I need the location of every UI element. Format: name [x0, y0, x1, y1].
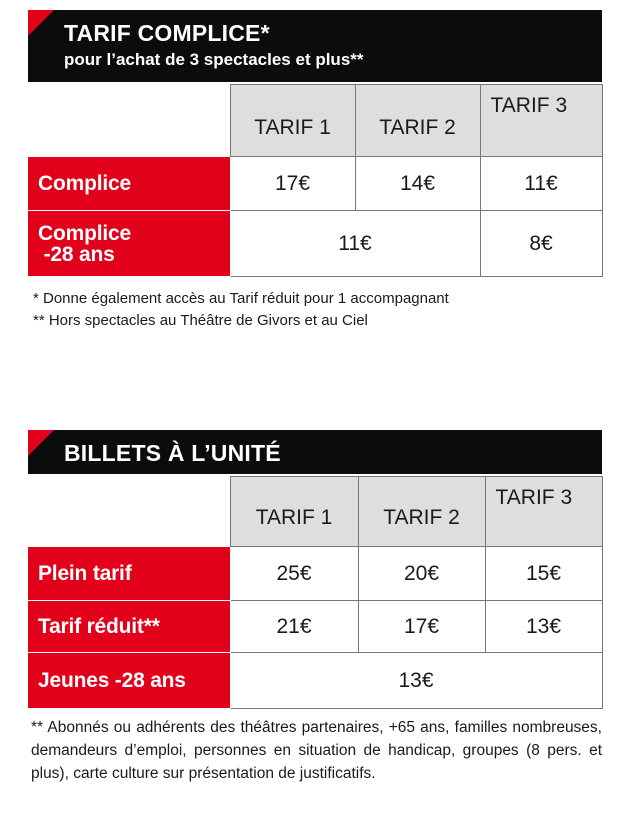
header-blank-cell: [28, 85, 230, 157]
row-label-complice: Complice: [28, 157, 230, 211]
price-cell: 20€: [358, 547, 485, 601]
header-tarif-1: TARIF 1: [230, 85, 355, 157]
row-label-plein-tarif: Plein tarif: [28, 547, 230, 601]
row-label-complice-28: [28, 211, 230, 277]
price-cell: 15€: [485, 547, 602, 601]
price-cell: 14€: [355, 157, 480, 211]
price-cell: 17€: [230, 157, 355, 211]
footnote-complice-1: * Donne également accès au Tarif réduit pour 1 accompagnant: [33, 290, 449, 307]
price-cell: 11€: [480, 157, 602, 211]
red-corner-accent: [28, 10, 54, 36]
price-cell: 21€: [230, 601, 358, 653]
table-row: [28, 547, 602, 601]
row-label-tarif-reduit: Tarif réduit**: [28, 601, 230, 653]
billets-unite-title: BILLETS À L’UNITÉ: [64, 440, 281, 466]
billets-unite-banner: [28, 430, 602, 474]
price-cell-merged: 13€: [230, 653, 602, 709]
table-row: [28, 157, 602, 211]
header-tarif-1: TARIF 1: [230, 477, 358, 547]
row-label-line-2: -28 ans: [38, 242, 115, 266]
price-cell: 13€: [485, 601, 602, 653]
tarif-complice-banner: [28, 10, 602, 82]
price-cell-merged: 11€: [230, 211, 480, 277]
tarif-complice-section: [28, 10, 602, 330]
header-tarif-2: TARIF 2: [358, 477, 485, 547]
price-cell: 25€: [230, 547, 358, 601]
footnote-unite: ** Abonnés ou adhérents des théâtres partenaires, +65 ans, familles nombreuses, demandeurs d’emploi, personnes en situation de handicap, groupes (8 pers. et plus), carte culture sur présentation de justificatifs.: [31, 719, 602, 782]
red-corner-accent: [28, 430, 54, 456]
footnote-complice-2: ** Hors spectacles au Théâtre de Givors et au Ciel: [33, 312, 368, 329]
table-row: [28, 211, 602, 277]
header-tarif-2: TARIF 2: [355, 85, 480, 157]
header-tarif-3: TARIF 3: [480, 85, 602, 157]
billets-unite-section: [28, 430, 602, 710]
price-cell: 17€: [358, 601, 485, 653]
table-row: [28, 653, 602, 709]
tarif-complice-table: [28, 84, 603, 277]
table-header-row: [28, 85, 602, 157]
table-header-row: [28, 477, 602, 547]
header-blank-cell: [28, 477, 230, 547]
table-row: [28, 601, 602, 653]
tarif-complice-title: TARIF COMPLICE*: [64, 20, 270, 46]
billets-unite-table: [28, 476, 603, 709]
header-tarif-3: TARIF 3: [485, 477, 602, 547]
row-label-line-1: Complice: [38, 221, 131, 245]
row-label-jeunes-28: Jeunes -28 ans: [28, 653, 230, 709]
tarif-complice-subtitle: pour l’achat de 3 spectacles et plus**: [64, 50, 364, 69]
price-cell: 8€: [480, 211, 602, 277]
